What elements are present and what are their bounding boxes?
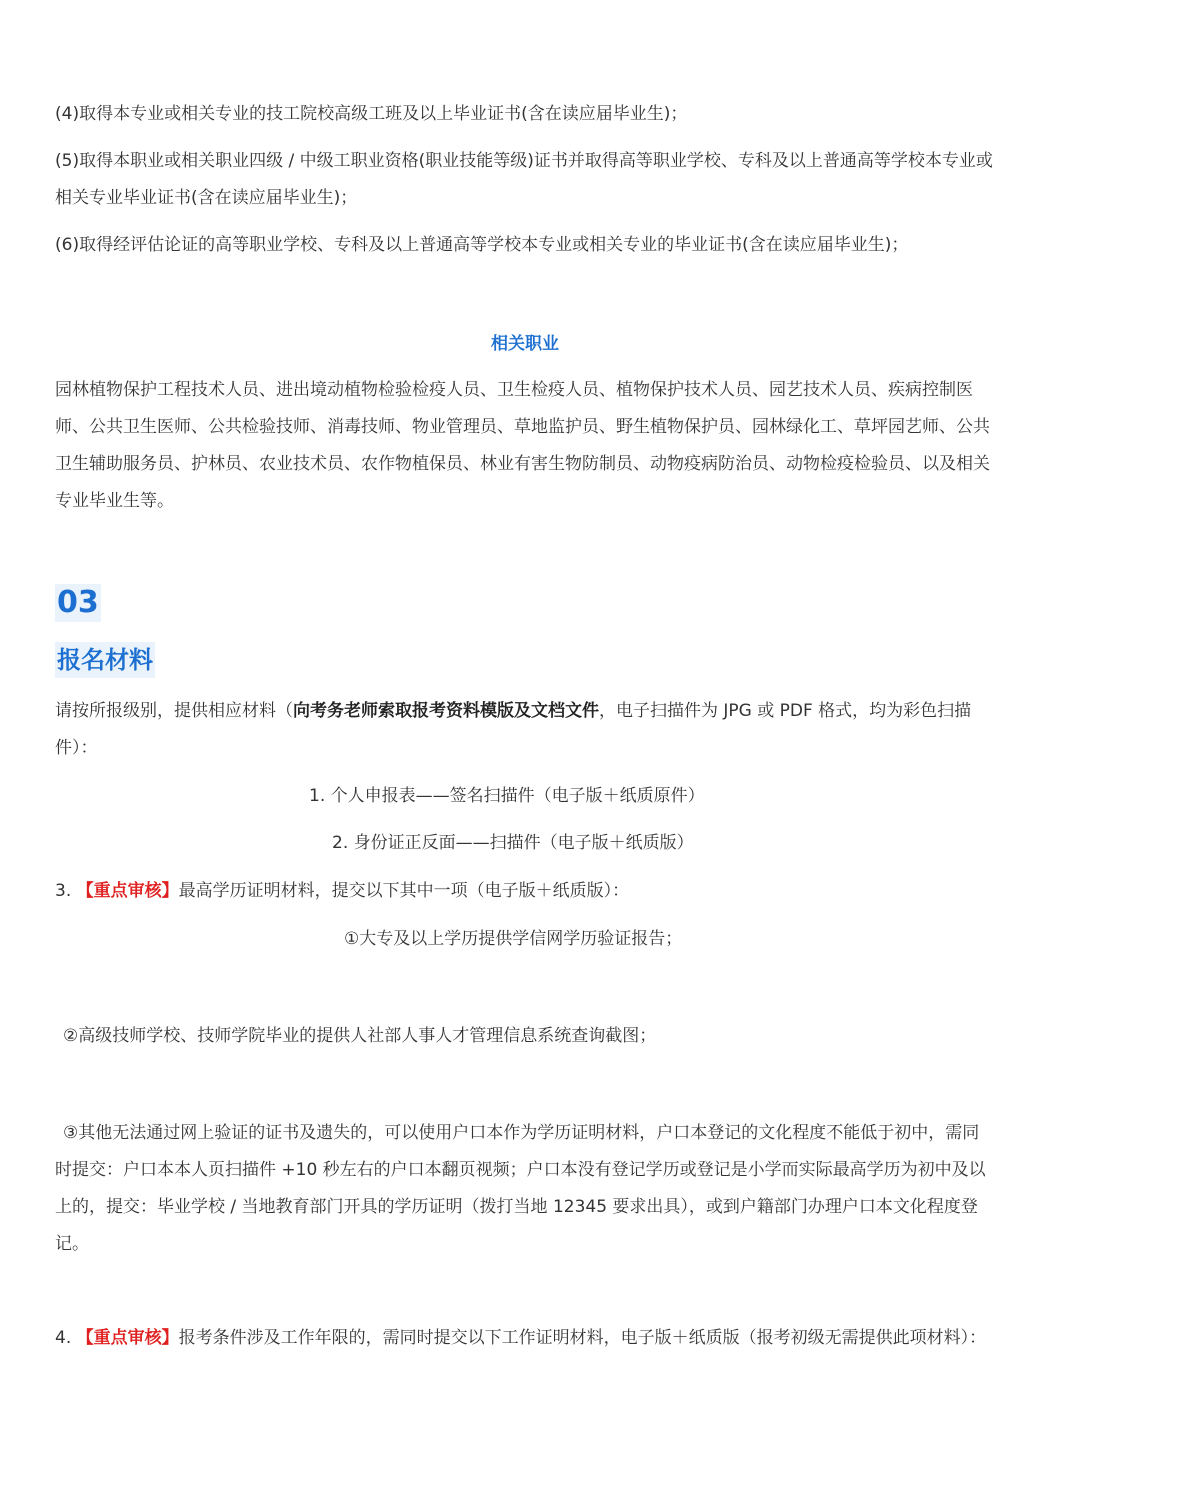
list-item: (5)取得本职业或相关职业四级 / 中级工职业资格(职业技能等级)证书并取得高等职业学校、专科及以上普通高等学校本专业或相关专业毕业证书(含在读应届毕业生)； [55, 151, 993, 208]
material-item-4: 4. 【重点审核】报考条件涉及工作年限的，需同时提交以下工作证明材料，电子版＋纸质版（报考初级无需提供此项材料）： [55, 1328, 987, 1348]
intro-text: 请按所报级别，提供相应材料（ [55, 701, 293, 721]
materials-intro [55, 693, 995, 767]
related-occupations-text: 园林植物保护工程技术人员、进出境动植物检验检疫人员、卫生检疫人员、植物保护技术人员、园艺技术人员、疾病控制医师、公共卫生医师、公共检验技师、消毒技师、物业管理员、草地监护员、野生植物保护员、园林绿化工、草坪园艺师、公共卫生辅助服务员、护林员、农业技术员、农作物植保员、林业有害生物防制员、动物疫病防治员、动物检疫检验员、以及相关专业毕业生等。 [55, 380, 990, 511]
list-item: (6)取得经评估论证的高等职业学校、专科及以上普通高等学校本专业或相关专业的毕业证书(含在读应届毕业生)； [55, 235, 909, 255]
section-number: 03 [57, 585, 99, 620]
education-option-3: ③其他无法通过网上验证的证书及遗失的，可以使用户口本作为学历证明材料，户口本登记的文化程度不能低于初中，需同时提交：户口本本人页扫描件 +10 秒左右的户口本翻页视频；户口本没有登记学历或登记是小学而实际最高学历为初中及以上的，提交：毕业学校 / 当地教育部门开具的学历证明（拨打当地 12345 要求出具），或到户籍部门办理户口本文化程度登记。 [55, 1123, 986, 1254]
related-occupations-heading: 相关职业 [491, 334, 559, 354]
list-item: (4)取得本专业或相关专业的技工院校高级工班及以上毕业证书(含在读应届毕业生)； [55, 104, 688, 124]
section-title: 报名材料 [55, 642, 155, 678]
key-review-badge: 【重点审核】 [76, 1328, 179, 1348]
key-review-badge: 【重点审核】 [76, 881, 179, 901]
intro-text: ，电子扫描件为 JPG 或 PDF 格式，均为彩色扫描件）： [55, 701, 972, 758]
intro-bold-text: 向考务老师索取报考资料模版及文档文件 [293, 701, 599, 721]
material-item-3: 3. 【重点审核】最高学历证明材料，提交以下其中一项（电子版＋纸质版）： [55, 881, 630, 901]
education-option-2: ②高级技师学校、技师学院毕业的提供人社部人事人才管理信息系统查询截图； [63, 1026, 657, 1046]
